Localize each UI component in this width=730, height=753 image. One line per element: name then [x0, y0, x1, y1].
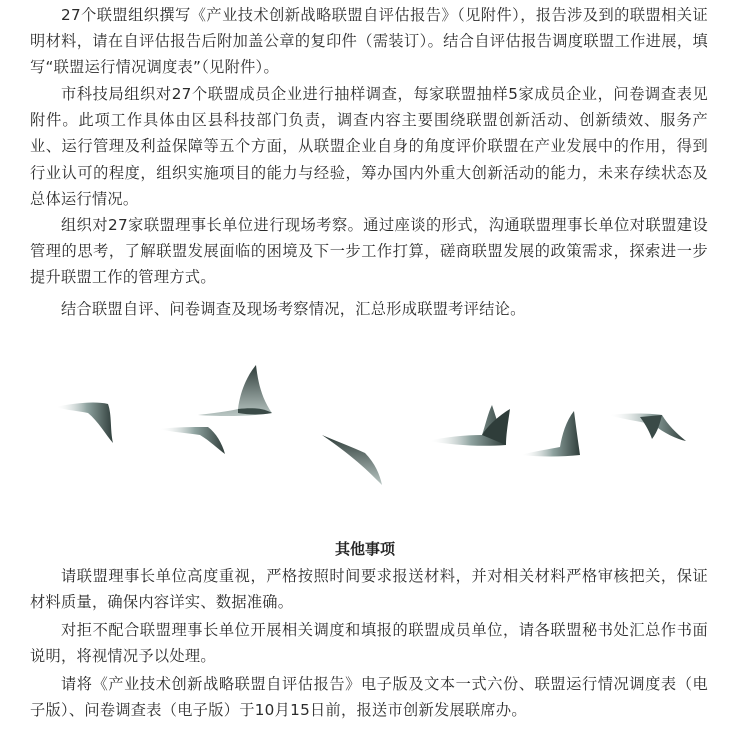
bird-5: [428, 405, 510, 446]
bird-6: [520, 411, 580, 457]
paragraph-site-inspection: 组织对27家联盟理事长单位进行现场考察。通过座谈的形式，沟通联盟理事长单位对联盟建设管理的思考，了解联盟发展面临的困境及下一步工作打算，磋商联盟发展的政策需求，探索进一步提升联盟工作的管理方式。: [30, 216, 708, 287]
bird-1: [55, 403, 113, 443]
paragraph-sample-survey: 市科技局组织对27个联盟成员企业进行抽样调查，每家联盟抽样5家成员企业，问卷调查表见附件。此项工作具体由区县科技部门负责，调查内容主要围绕联盟创新活动、创新绩效、服务产业、运行管理及利益保障等五个方面，从联盟企业自身的角度评价联盟在产业发展中的作用，得到行业认可的程度，组织实施项目的能力与经验，筹办国内外重大创新活动的能力，未来存续状态及总体运行情况。: [30, 85, 708, 208]
paragraph-requirements: 请联盟理事长单位高度重视，严格按照时间要求报送材料，并对相关材料严格审核把关，保证材料质量，确保内容详实、数据准确。: [30, 567, 708, 612]
bird-2: [158, 427, 225, 454]
bird-4: [322, 435, 382, 485]
paragraph-conclusion: 结合联盟自评、问卷调查及现场考察情况，汇总形成联盟考评结论。: [61, 300, 526, 318]
section-heading: 其他事项: [334, 540, 395, 558]
flying-birds-icon: [40, 355, 700, 495]
bird-7: [608, 414, 686, 442]
paragraph-submission: 请将《产业技术创新战略联盟自评估报告》电子版及文本一式六份、联盟运行情况调度表（电子版）、问卷调查表（电子版）于10月15日前，报送市创新发展联席办。: [30, 675, 708, 720]
paragraph-noncooperation: 对拒不配合联盟理事长单位开展相关调度和填报的联盟成员单位，请各联盟秘书处汇总作书面说明，将视情况予以处理。: [30, 621, 708, 666]
paragraph-self-assessment: 27个联盟组织撰写《产业技术创新战略联盟自评估报告》（见附件），报告涉及到的联盟相关证明材料，请在自评估报告后附加盖公章的复印件（需装订）。结合自评估报告调度联盟工作进展，填写“联盟运行情况调度表”（见附件）。: [30, 6, 708, 77]
bird-3: [198, 365, 272, 416]
